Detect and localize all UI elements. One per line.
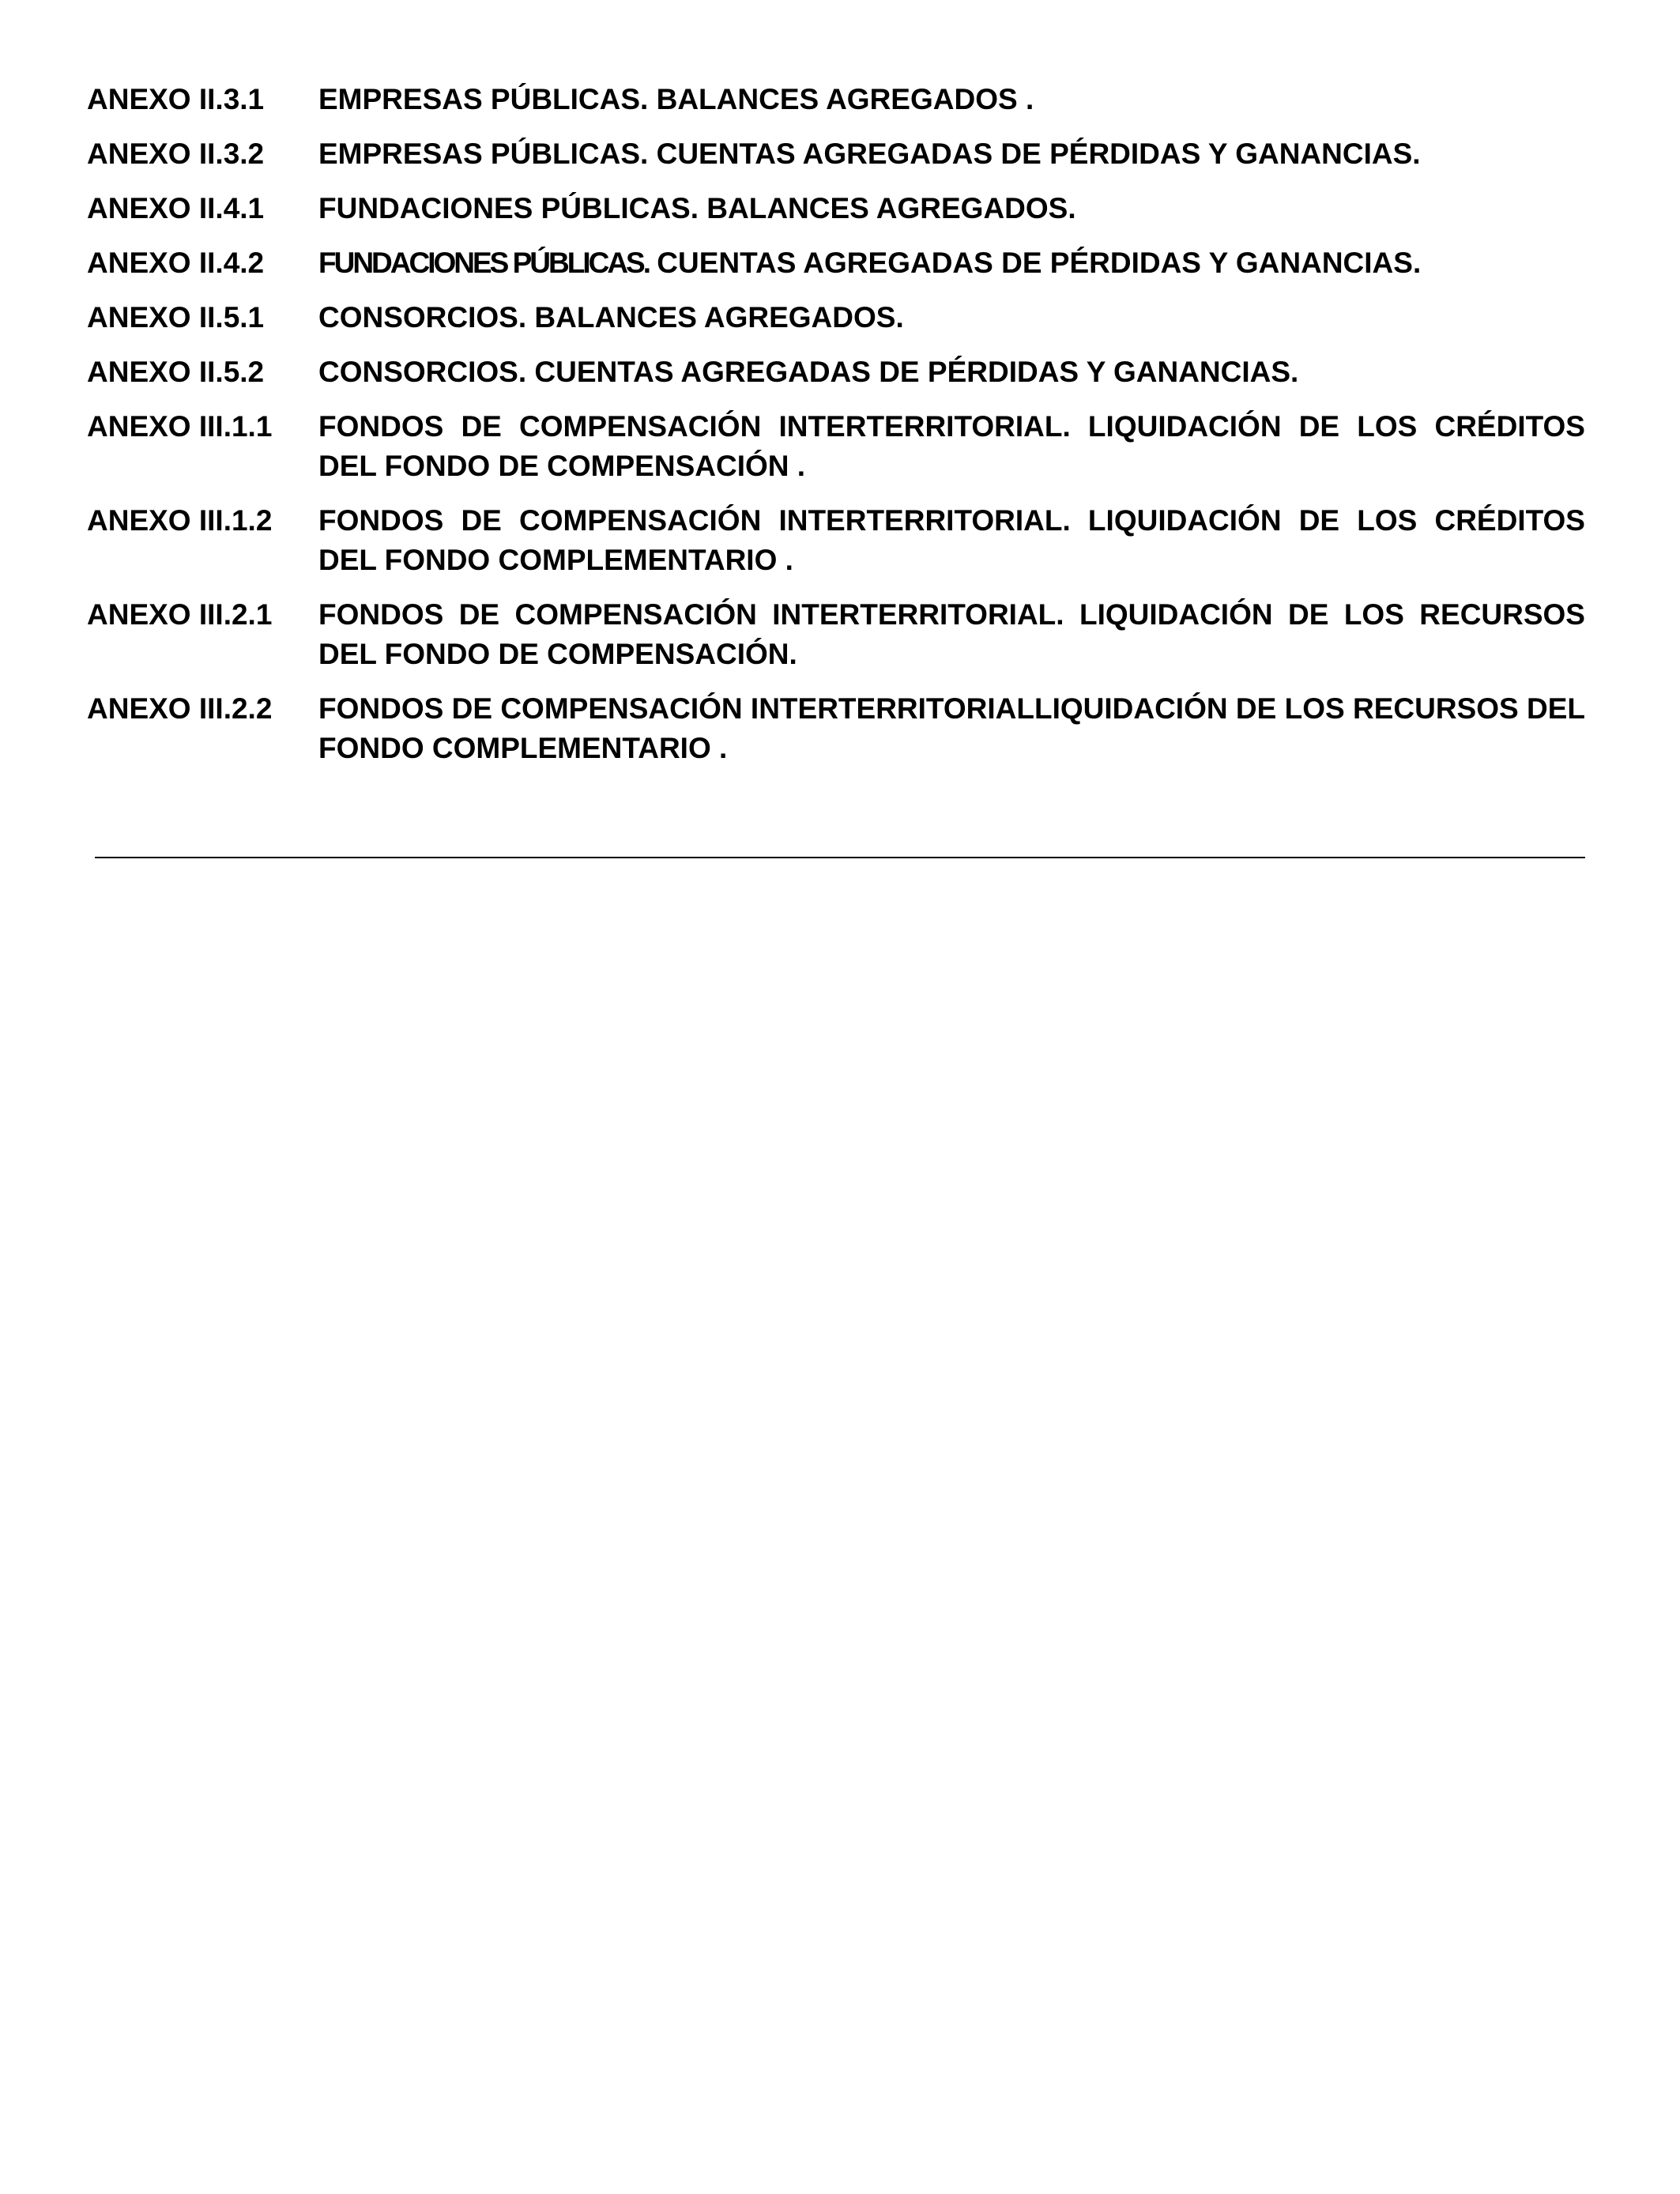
annex-code: ANEXO III.2.2 [87, 692, 273, 725]
annex-code: ANEXO II.5.1 [87, 301, 265, 334]
annex-code: ANEXO III.1.1 [87, 410, 273, 443]
annex-row [87, 80, 1585, 119]
annex-row [87, 134, 1585, 174]
annex-index-list [87, 80, 1585, 783]
annex-title: FONDOS DE COMPENSACIÓN INTERTERRITORIAL. LIQUIDACIÓN DE LOS CRÉDITOS DEL FONDO COMPLEMENTARIO . [318, 504, 1585, 576]
annex-row [87, 407, 1585, 486]
annex-code: ANEXO II.4.2 [87, 247, 265, 279]
annex-title: FONDOS DE COMPENSACIÓN INTERTERRITORIAL. LIQUIDACIÓN DE LOS RECURSOS DEL FONDO DE COMPENSACIÓN. [318, 598, 1585, 670]
annex-row [87, 595, 1585, 674]
annex-title: CONSORCIOS. CUENTAS AGREGADAS DE PÉRDIDAS Y GANANCIAS. [318, 356, 1299, 388]
annex-code: ANEXO II.3.2 [87, 138, 265, 170]
annex-title-condensed-part: FUNDACIONES PÚBLICAS. [318, 247, 650, 279]
annex-row [87, 243, 1585, 283]
annex-row [87, 352, 1585, 392]
annex-code: ANEXO II.4.1 [87, 192, 265, 224]
annex-title: FUNDACIONES PÚBLICAS. BALANCES AGREGADOS. [318, 192, 1076, 224]
annex-row [87, 689, 1585, 768]
footnote-separator-line [95, 857, 1585, 858]
annex-code: ANEXO III.2.1 [87, 598, 273, 631]
annex-title-rest: CUENTAS AGREGADAS DE PÉRDIDAS Y GANANCIAS. [649, 247, 1422, 279]
annex-code: ANEXO II.5.2 [87, 356, 265, 388]
annex-row [87, 298, 1585, 337]
annex-code: ANEXO II.3.1 [87, 83, 265, 115]
annex-row [87, 501, 1585, 580]
annex-title: FONDOS DE COMPENSACIÓN INTERTERRITORIALLIQUIDACIÓN DE LOS RECURSOS DEL FONDO COMPLEMENTARIO . [318, 692, 1585, 764]
annex-code: ANEXO III.1.2 [87, 504, 273, 537]
annex-title: FONDOS DE COMPENSACIÓN INTERTERRITORIAL. LIQUIDACIÓN DE LOS CRÉDITOS DEL FONDO DE COMPENSACIÓN . [318, 410, 1585, 482]
annex-title: CONSORCIOS. BALANCES AGREGADOS. [318, 301, 904, 334]
annex-title: EMPRESAS PÚBLICAS. BALANCES AGREGADOS . [318, 83, 1034, 115]
annex-title [318, 243, 1585, 283]
annex-row [87, 189, 1585, 228]
annex-title: EMPRESAS PÚBLICAS. CUENTAS AGREGADAS DE PÉRDIDAS Y GANANCIAS. [318, 138, 1421, 170]
